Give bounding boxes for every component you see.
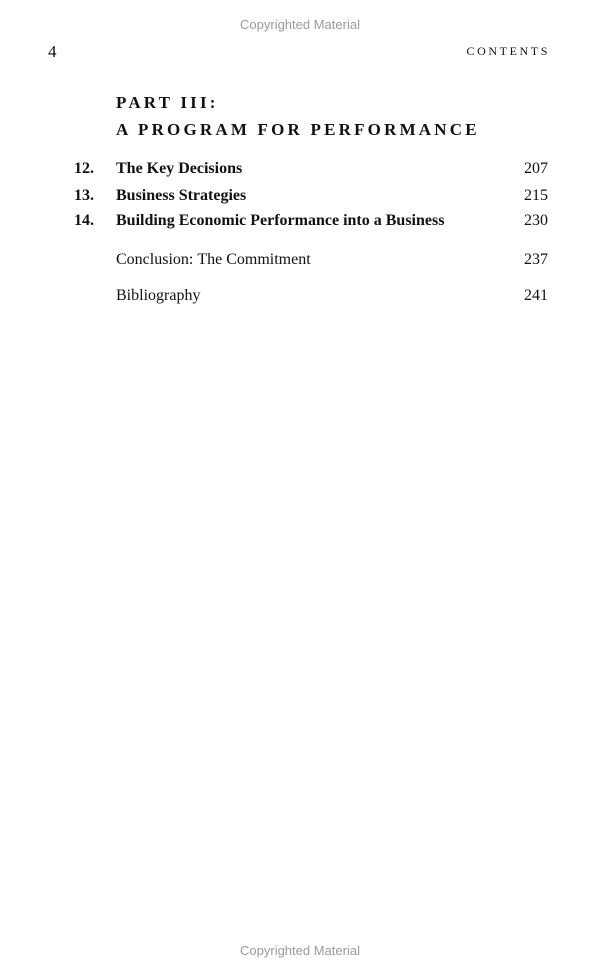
entry-title: Building Economic Performance into a Business [116, 212, 445, 229]
entry-page: 230 [524, 212, 548, 229]
entry-number: 12. [74, 160, 94, 177]
part-label: PART III: [116, 93, 219, 112]
entry-page: 241 [524, 287, 548, 304]
entry-title [116, 251, 311, 269]
page-number: 4 [48, 42, 57, 61]
toc-entry-14 [74, 212, 548, 234]
conclusion-label: Conclusion: [116, 251, 194, 268]
toc-entry-conclusion [74, 251, 548, 273]
entry-title: The Key Decisions [116, 160, 243, 177]
part-title: A PROGRAM FOR PERFORMANCE [116, 120, 480, 139]
entry-page: 237 [524, 251, 548, 268]
running-head: CONTENTS [466, 44, 550, 58]
bibliography-title: Bibliography [116, 287, 201, 304]
watermark-bottom: Copyrighted Material [240, 943, 360, 958]
entry-number: 14. [74, 212, 94, 229]
toc-entry-13 [74, 187, 548, 209]
entry-number: 13. [74, 187, 94, 204]
conclusion-title: The Commitment [197, 251, 311, 268]
toc-entry-12 [74, 160, 548, 182]
entry-page: 215 [524, 187, 548, 204]
toc-entry-bibliography [74, 287, 548, 309]
entry-title: Business Strategies [116, 187, 247, 204]
watermark-top: Copyrighted Material [240, 17, 360, 32]
entry-page: 207 [524, 160, 548, 177]
